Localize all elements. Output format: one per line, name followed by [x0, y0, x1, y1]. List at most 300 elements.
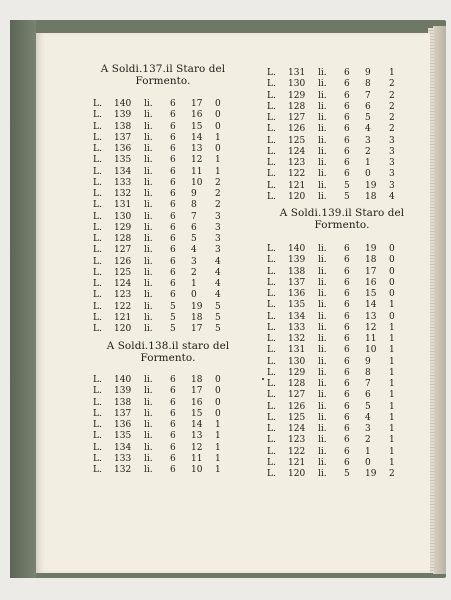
lire-abbrev: L. [267, 124, 276, 135]
soldi-value: 6 [191, 222, 197, 233]
lire-abbrev: L. [93, 245, 102, 256]
lire-abbrev: L. [93, 279, 102, 289]
quantity: 122 [288, 446, 306, 457]
quantity: 129 [288, 367, 306, 378]
lire-abbrev: L. [93, 324, 102, 334]
quantity: 128 [114, 234, 132, 244]
lire-abbrev: L. [267, 169, 276, 180]
denari-value: 3 [389, 158, 395, 168]
quantity: 121 [288, 180, 306, 191]
lire-abbrev: L. [267, 244, 276, 254]
lire-abbrev: L. [267, 101, 276, 112]
table-row [267, 357, 437, 368]
table-row [267, 181, 437, 192]
lire-value: 6 [170, 408, 176, 419]
denari-value: 1 [215, 166, 221, 177]
table-row [267, 136, 437, 147]
li-abbrev: li. [318, 191, 327, 202]
lire-value: 5 [344, 191, 350, 202]
denari-value: 2 [215, 177, 221, 188]
quantity: 137 [114, 132, 132, 143]
lire-abbrev: L. [267, 469, 276, 479]
quantity: 139 [114, 110, 132, 121]
lire-abbrev: L. [93, 234, 102, 244]
soldi-value: 5 [365, 401, 371, 412]
li-abbrev: li. [318, 367, 327, 378]
li-abbrev: li. [144, 110, 153, 121]
soldi-value: 19 [365, 244, 377, 254]
quantity: 129 [114, 222, 132, 233]
lire-value: 6 [170, 132, 176, 143]
lire-abbrev: L. [267, 345, 276, 356]
soldi-value: 9 [365, 68, 371, 78]
lire-abbrev: L. [93, 110, 102, 121]
lire-abbrev: L. [93, 408, 102, 419]
quantity: 133 [114, 177, 132, 188]
table-row [267, 68, 437, 79]
table-row [93, 279, 263, 290]
table-row [93, 245, 263, 256]
lire-value: 6 [170, 431, 176, 442]
li-abbrev: li. [318, 446, 327, 457]
lire-abbrev: L. [267, 435, 276, 446]
soldi-value: 15 [191, 121, 203, 132]
table-row [93, 99, 263, 110]
lire-value: 6 [170, 375, 176, 385]
lire-abbrev: L. [267, 390, 276, 401]
li-abbrev: li. [318, 424, 327, 434]
soldi-value: 0 [365, 169, 371, 180]
lire-abbrev: L. [93, 375, 102, 385]
quantity: 121 [288, 457, 306, 468]
lire-abbrev: L. [267, 79, 276, 90]
lire-value: 6 [344, 169, 350, 180]
soldi-value: 13 [365, 311, 377, 322]
li-abbrev: li. [144, 431, 153, 442]
lire-value: 6 [170, 166, 176, 177]
li-abbrev: li. [144, 132, 153, 143]
quantity: 132 [114, 189, 132, 199]
lire-value: 6 [170, 267, 176, 278]
table-row [267, 113, 437, 124]
li-abbrev: li. [318, 311, 327, 322]
lire-abbrev: L. [267, 180, 276, 191]
li-abbrev: li. [318, 158, 327, 168]
li-abbrev: li. [144, 375, 153, 385]
denari-value: 0 [389, 255, 395, 266]
li-abbrev: li. [318, 79, 327, 90]
lire-value: 6 [344, 266, 350, 277]
li-abbrev: li. [318, 412, 327, 423]
soldi-value: 1 [365, 446, 371, 457]
denari-value: 3 [215, 245, 221, 256]
li-abbrev: li. [144, 166, 153, 177]
lire-abbrev: L. [93, 431, 102, 442]
li-abbrev: li. [318, 356, 327, 367]
table-row [93, 122, 263, 133]
denari-value: 1 [215, 132, 221, 143]
lire-value: 6 [344, 101, 350, 112]
denari-value: 3 [215, 222, 221, 233]
lire-abbrev: L. [93, 144, 102, 154]
lire-value: 6 [344, 367, 350, 378]
lire-value: 6 [344, 146, 350, 157]
denari-value: 0 [215, 375, 221, 385]
denari-value: 0 [389, 277, 395, 288]
denari-value: 2 [389, 469, 395, 479]
li-abbrev: li. [144, 465, 153, 475]
denari-value: 4 [215, 267, 221, 278]
denari-value: 2 [215, 200, 221, 211]
table-row [267, 255, 437, 266]
soldi-value: 18 [365, 191, 377, 202]
quantity: 123 [288, 435, 306, 446]
li-abbrev: li. [318, 255, 327, 266]
table-row [267, 469, 437, 480]
li-abbrev: li. [318, 345, 327, 356]
soldi-value: 17 [191, 324, 203, 334]
lire-abbrev: L. [267, 401, 276, 412]
lire-abbrev: L. [267, 334, 276, 344]
table-row [267, 379, 437, 390]
quantity: 140 [288, 244, 306, 254]
table-row [93, 324, 263, 335]
lire-value: 5 [170, 324, 176, 334]
denari-value: 5 [215, 312, 221, 323]
lire-value: 6 [170, 110, 176, 121]
denari-value: 1 [389, 390, 395, 401]
table-row [267, 158, 437, 169]
soldi-value: 2 [365, 435, 371, 446]
table-row [93, 398, 263, 409]
table-row [93, 386, 263, 397]
lire-value: 6 [344, 356, 350, 367]
lire-value: 6 [344, 322, 350, 333]
lire-value: 6 [170, 211, 176, 222]
table-row [93, 223, 263, 234]
li-abbrev: li. [318, 90, 327, 101]
li-abbrev: li. [318, 300, 327, 311]
table-row [267, 458, 437, 469]
li-abbrev: li. [318, 135, 327, 146]
table-row [267, 424, 437, 435]
denari-value: 1 [389, 412, 395, 423]
li-abbrev: li. [318, 334, 327, 344]
lire-value: 6 [344, 390, 350, 401]
table-row [267, 169, 437, 180]
quantity: 137 [114, 408, 132, 419]
li-abbrev: li. [144, 312, 153, 323]
table-row [267, 147, 437, 158]
table-139 [267, 208, 437, 480]
table-row [267, 368, 437, 379]
soldi-value: 14 [365, 300, 377, 311]
lire-abbrev: L. [267, 266, 276, 277]
lire-abbrev: L. [93, 222, 102, 233]
lire-value: 5 [170, 301, 176, 312]
denari-value: 1 [215, 453, 221, 464]
quantity: 120 [114, 324, 132, 334]
lire-value: 6 [344, 457, 350, 468]
soldi-value: 9 [365, 356, 371, 367]
table-137 [93, 64, 263, 335]
table-row [267, 124, 437, 135]
table-row [267, 300, 437, 311]
quantity: 139 [288, 255, 306, 266]
li-abbrev: li. [318, 469, 327, 479]
lire-abbrev: L. [267, 135, 276, 146]
table-rows [267, 68, 437, 203]
table-row [267, 91, 437, 102]
table-row [267, 102, 437, 113]
soldi-value: 12 [191, 442, 203, 453]
li-abbrev: li. [144, 121, 153, 132]
table-row [93, 375, 263, 386]
denari-value: 4 [389, 191, 395, 202]
lire-abbrev: L. [93, 99, 102, 109]
lire-value: 6 [170, 234, 176, 244]
lire-abbrev: L. [93, 312, 102, 323]
lire-value: 6 [344, 158, 350, 168]
table-rows [93, 375, 263, 476]
lire-abbrev: L. [267, 277, 276, 288]
soldi-value: 12 [365, 322, 377, 333]
soldi-value: 14 [191, 420, 203, 430]
quantity: 125 [288, 412, 306, 423]
li-abbrev: li. [318, 244, 327, 254]
denari-value: 0 [215, 386, 221, 397]
soldi-value: 15 [365, 289, 377, 299]
soldi-value: 13 [191, 144, 203, 154]
denari-value: 0 [215, 99, 221, 109]
lire-value: 6 [170, 397, 176, 408]
soldi-value: 5 [365, 113, 371, 123]
lire-abbrev: L. [93, 301, 102, 312]
denari-value: 3 [389, 169, 395, 180]
table-row [93, 290, 263, 301]
soldi-value: 1 [191, 279, 197, 289]
table-row [93, 313, 263, 324]
table-row [93, 167, 263, 178]
denari-value: 0 [389, 244, 395, 254]
table-row [267, 323, 437, 334]
li-abbrev: li. [144, 267, 153, 278]
soldi-value: 17 [191, 386, 203, 397]
denari-value: 0 [389, 266, 395, 277]
lire-value: 6 [170, 200, 176, 211]
lire-value: 6 [344, 255, 350, 266]
denari-value: 2 [389, 113, 395, 123]
lire-value: 6 [344, 300, 350, 311]
denari-value: 0 [215, 121, 221, 132]
li-abbrev: li. [318, 289, 327, 299]
soldi-value: 0 [365, 457, 371, 468]
table-row [267, 79, 437, 90]
quantity: 132 [288, 334, 306, 344]
denari-value: 1 [215, 442, 221, 453]
denari-value: 1 [389, 345, 395, 356]
quantity: 131 [288, 345, 306, 356]
li-abbrev: li. [144, 408, 153, 419]
quantity: 125 [114, 267, 132, 278]
lire-value: 6 [344, 311, 350, 322]
soldi-value: 12 [191, 155, 203, 166]
table-row [267, 390, 437, 401]
denari-value: 3 [215, 234, 221, 244]
li-abbrev: li. [318, 401, 327, 412]
li-abbrev: li. [318, 435, 327, 446]
lire-abbrev: L. [93, 397, 102, 408]
lire-abbrev: L. [267, 446, 276, 457]
table-row [93, 420, 263, 431]
lire-value: 6 [170, 99, 176, 109]
lire-abbrev: L. [267, 412, 276, 423]
quantity: 124 [288, 424, 306, 434]
lire-abbrev: L. [93, 267, 102, 278]
table-138-continued [267, 68, 437, 203]
denari-value: 3 [215, 211, 221, 222]
lire-abbrev: L. [267, 68, 276, 78]
soldi-value: 2 [365, 146, 371, 157]
denari-value: 1 [215, 155, 221, 166]
soldi-value: 13 [191, 431, 203, 442]
soldi-value: 14 [191, 132, 203, 143]
denari-value: 4 [215, 256, 221, 267]
lire-abbrev: L. [93, 442, 102, 453]
denari-value: 1 [215, 420, 221, 430]
lire-abbrev: L. [267, 191, 276, 202]
lire-value: 6 [170, 465, 176, 475]
quantity: 120 [288, 469, 306, 479]
cover-edge-shadow [10, 20, 36, 578]
quantity: 130 [114, 211, 132, 222]
table-row [93, 155, 263, 166]
quantity: 128 [288, 101, 306, 112]
li-abbrev: li. [144, 420, 153, 430]
denari-value: 2 [389, 101, 395, 112]
table-138 [93, 341, 263, 476]
table-row [267, 289, 437, 300]
li-abbrev: li. [318, 101, 327, 112]
li-abbrev: li. [318, 379, 327, 389]
soldi-value: 8 [191, 200, 197, 211]
table-row [93, 465, 263, 476]
li-abbrev: li. [144, 290, 153, 301]
li-abbrev: li. [144, 99, 153, 109]
quantity: 139 [114, 386, 132, 397]
table-row [267, 402, 437, 413]
li-abbrev: li. [144, 397, 153, 408]
li-abbrev: li. [318, 266, 327, 277]
soldi-value: 19 [365, 180, 377, 191]
lire-value: 6 [344, 446, 350, 457]
lire-value: 5 [344, 180, 350, 191]
denari-value: 5 [215, 324, 221, 334]
table-row [93, 268, 263, 279]
table-row [93, 257, 263, 268]
lire-value: 6 [170, 245, 176, 256]
soldi-value: 1 [365, 158, 371, 168]
table-row [267, 334, 437, 345]
soldi-value: 11 [365, 334, 377, 344]
denari-value: 1 [389, 356, 395, 367]
li-abbrev: li. [144, 222, 153, 233]
li-abbrev: li. [318, 146, 327, 157]
lire-abbrev: L. [267, 300, 276, 311]
denari-value: 1 [389, 424, 395, 434]
denari-value: 1 [389, 435, 395, 446]
lire-value: 5 [344, 469, 350, 479]
table-rows [93, 99, 263, 335]
quantity: 126 [114, 256, 132, 267]
table-row [93, 200, 263, 211]
denari-value: 0 [215, 144, 221, 154]
quantity: 133 [114, 453, 132, 464]
denari-value: 5 [215, 301, 221, 312]
soldi-value: 4 [365, 124, 371, 135]
lire-value: 6 [170, 155, 176, 166]
lire-abbrev: L. [267, 457, 276, 468]
quantity: 126 [288, 401, 306, 412]
lire-value: 6 [344, 135, 350, 146]
denari-value: 1 [215, 465, 221, 475]
table-row [93, 431, 263, 442]
quantity: 121 [114, 312, 132, 323]
table-row [267, 267, 437, 278]
denari-value: 1 [215, 431, 221, 442]
quantity: 134 [114, 442, 132, 453]
li-abbrev: li. [144, 279, 153, 289]
lire-abbrev: L. [267, 158, 276, 168]
soldi-value: 10 [365, 345, 377, 356]
li-abbrev: li. [144, 234, 153, 244]
soldi-value: 18 [191, 375, 203, 385]
denari-value: 1 [389, 401, 395, 412]
quantity: 135 [114, 431, 132, 442]
li-abbrev: li. [144, 177, 153, 188]
soldi-value: 3 [191, 256, 197, 267]
li-abbrev: li. [144, 301, 153, 312]
lire-abbrev: L. [93, 155, 102, 166]
denari-value: 0 [389, 289, 395, 299]
denari-value: 1 [389, 322, 395, 333]
denari-value: 1 [389, 300, 395, 311]
book-page [36, 33, 430, 573]
table-row [267, 413, 437, 424]
denari-value: 3 [389, 180, 395, 191]
table-row [93, 302, 263, 313]
soldi-value: 3 [365, 135, 371, 146]
soldi-value: 8 [365, 367, 371, 378]
lire-value: 6 [344, 244, 350, 254]
lire-abbrev: L. [93, 189, 102, 199]
table-row [267, 345, 437, 356]
lire-value: 6 [170, 144, 176, 154]
lire-value: 6 [344, 412, 350, 423]
soldi-value: 7 [365, 90, 371, 101]
soldi-value: 6 [365, 390, 371, 401]
table-row [93, 212, 263, 223]
lire-value: 6 [170, 189, 176, 199]
table-row [93, 110, 263, 121]
quantity: 136 [114, 420, 132, 430]
soldi-value: 7 [191, 211, 197, 222]
quantity: 140 [114, 375, 132, 385]
quantity: 124 [288, 146, 306, 157]
table-row [93, 409, 263, 420]
lire-abbrev: L. [93, 290, 102, 301]
denari-value: 1 [389, 367, 395, 378]
